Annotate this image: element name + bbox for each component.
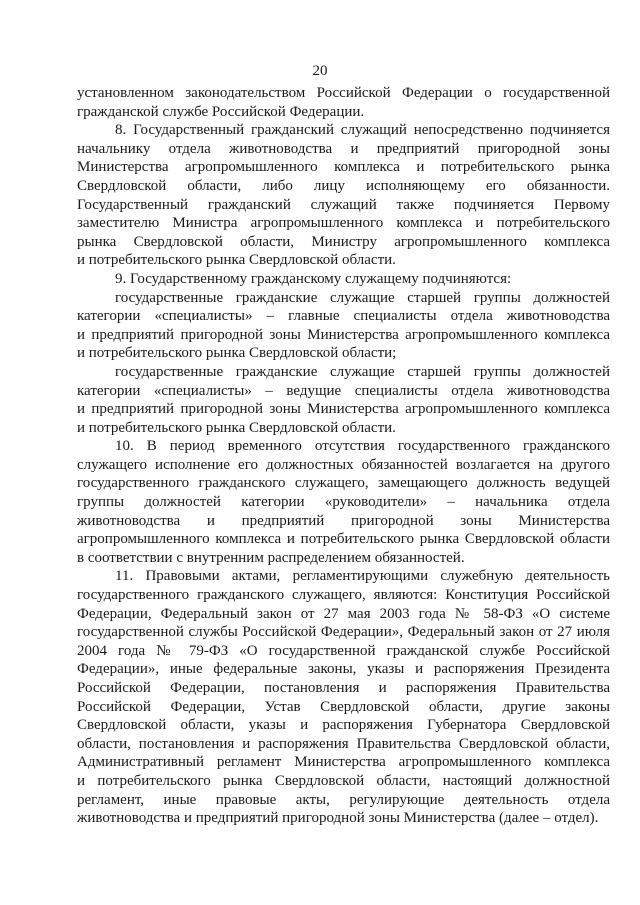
text-line: Российской Федерации, постановления и распоряжения Правительства <box>77 680 610 696</box>
body-text <box>77 84 610 828</box>
text-line: государственные гражданские служащие старшей группы должностей <box>115 289 610 306</box>
text-line: категории «специалисты» – главные специалисты отдела животноводства <box>77 308 610 325</box>
text-line: агропромышленного комплекса и потребительского рынка Свердловской области <box>77 531 610 548</box>
text-line: группы должностей категории «руководители» – начальника отдела <box>77 494 610 511</box>
text-line: заместителю Министра агропромышленного комплекса и потребительского <box>77 215 610 232</box>
text-line: 8. Государственный гражданский служащий непосредственно подчиняется <box>115 122 610 139</box>
text-line: и потребительского рынка Свердловской области. <box>77 252 396 269</box>
text-line: 11. Правовыми актами, регламентирующими служебную деятельность <box>115 568 610 585</box>
text-line: области, постановления и распоряжения Правительства Свердловской области, <box>77 735 610 752</box>
text-line: государственные гражданские служащие старшей группы должностей <box>115 363 610 380</box>
text-line: регламент, иные правовые акты, регулирующие деятельность отдела <box>77 791 610 808</box>
text-line: и потребительского рынка Свердловской области. <box>77 419 396 436</box>
text-line: и предприятий пригородной зоны Министерства агропромышленного комплекса <box>77 326 610 343</box>
text-line: Свердловской области, указы и распоряжения Губернатора Свердловской <box>77 717 610 734</box>
text-line: государственной службы Российской Федерации», Федеральный закон от 27 июля <box>77 624 610 641</box>
text-line: Свердловской области, либо лицу исполняющему его обязанности. <box>77 177 610 194</box>
text-line: категории «специалисты» – ведущие специалисты отдела животноводства <box>77 382 610 399</box>
text-line: рынка Свердловской области, Министру агропромышленного комплекса <box>77 233 610 250</box>
text-line: гражданской службе Российской Федерации. <box>77 103 365 120</box>
text-line: и потребительского рынка Свердловской области; <box>77 345 397 362</box>
text-line: 2004 года № 79-ФЗ «О государственной гражданской службе Российской <box>77 642 610 659</box>
text-line: и предприятий пригородной зоны Министерства агропромышленного комплекса <box>77 401 610 418</box>
text-line: Административный регламент Министерства агропромышленного комплекса <box>77 754 610 771</box>
text-line: Федерации», иные федеральные законы, указы и распоряжения Президента <box>77 661 610 678</box>
text-line: и потребительского рынка Свердловской области, настоящий должностной <box>77 772 610 789</box>
text-line: Министерства агропромышленного комплекса и потребительского рынка <box>77 159 610 176</box>
text-line: 10. В период временного отсутствия государственного гражданского <box>115 438 610 455</box>
text-line: в соответствии с внутренним распределением обязанностей. <box>77 549 465 566</box>
text-line: начальнику отдела животноводства и предприятий пригородной зоны <box>77 140 610 157</box>
text-line: 9. Государственному гражданскому служащему подчиняются: <box>115 270 512 287</box>
text-line: Федерации, Федеральный закон от 27 мая 2003 года № 58-ФЗ «О системе <box>77 605 610 622</box>
text-line: государственного гражданского служащего, замещающего должность ведущей <box>77 475 610 492</box>
text-line: Российской Федерации, Устав Свердловской области, другие законы <box>77 698 610 715</box>
page-number: 20 <box>312 63 328 79</box>
text-line: животноводства и предприятий пригородной зоны Министерства (далее – отдел). <box>77 810 599 827</box>
text-line: животноводства и предприятий пригородной зоны Министерства <box>77 512 610 529</box>
text-line: служащего исполнение его должностных обязанностей возлагается на другого <box>77 456 610 473</box>
text-line: установленном законодательством Российской Федерации о государственной <box>77 85 610 101</box>
text-line: Государственный гражданский служащий также подчиняется Первому <box>77 196 610 213</box>
text-line: государственного гражданского служащего, являются: Конституция Российской <box>77 587 610 604</box>
